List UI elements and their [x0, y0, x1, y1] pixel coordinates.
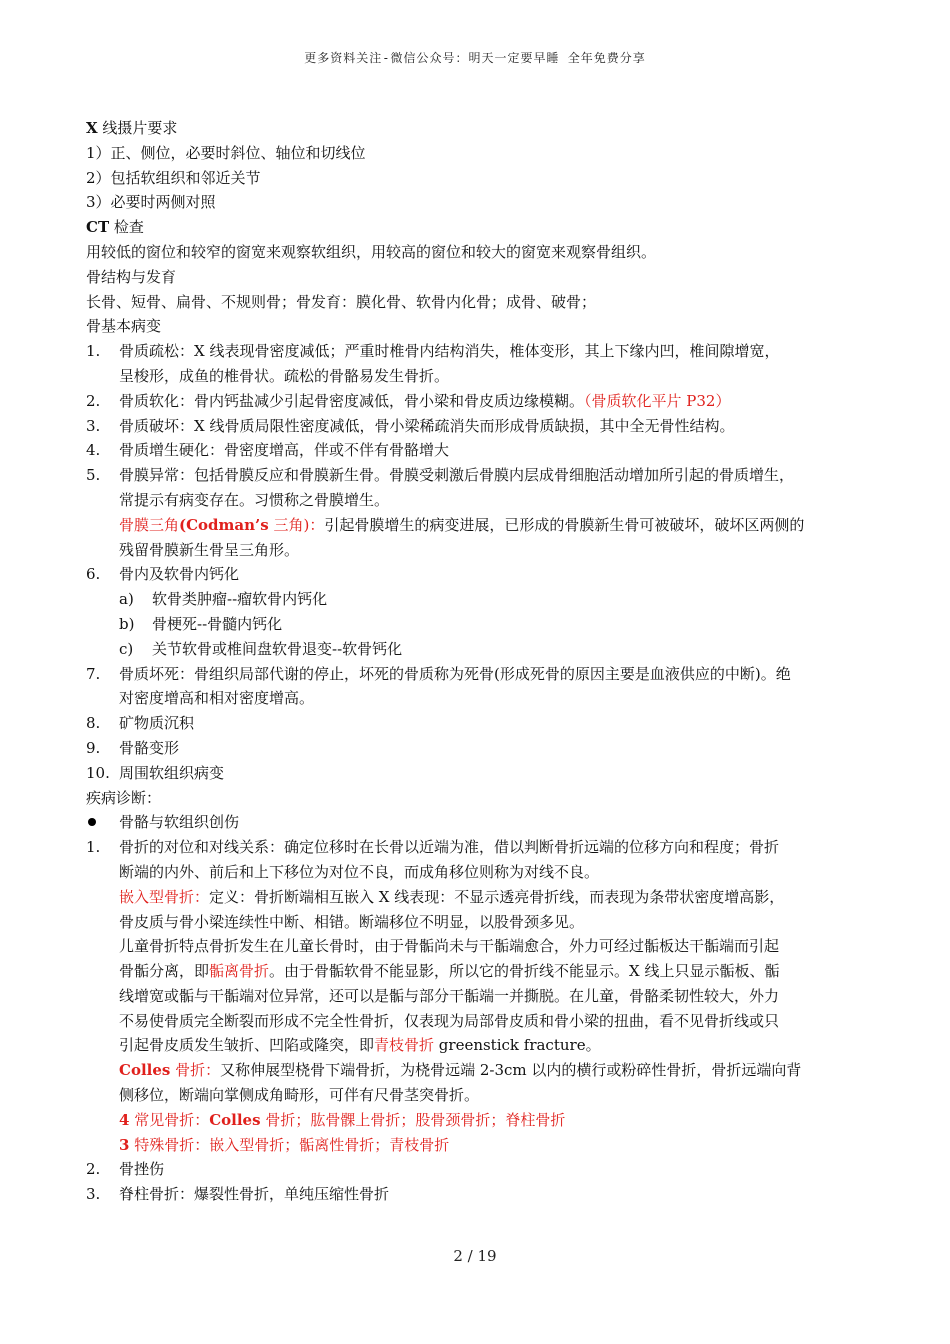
item-text	[119, 1033, 866, 1058]
item-text: 骨质坏死：骨组织局部代谢的停止，坏死的骨质称为死骨(形成死骨的原因主要是血液供应的中断)。绝	[119, 664, 791, 683]
item-text: 骨内及软骨内钙化	[119, 565, 240, 584]
red-summary	[119, 1108, 866, 1133]
diagnosis-title: 疾病诊断：	[86, 788, 162, 807]
item-number: 8.	[86, 714, 101, 733]
list-item	[86, 761, 866, 786]
xray-item: 3）必要时两侧对照	[86, 193, 216, 212]
item-text	[119, 959, 866, 984]
item-number: 1.	[86, 838, 101, 857]
bullet-dot-icon	[88, 818, 96, 826]
list-item	[86, 711, 866, 736]
ct-title-text: 检查	[109, 218, 144, 237]
sub-item-letter: b)	[119, 614, 135, 633]
list-item	[86, 389, 866, 414]
ct-title	[86, 215, 866, 240]
item-text-main: 。由于骨骺软骨不能显影，所以它的骨折线不能显示。X 线上只显示骺板、骺	[269, 962, 780, 981]
list-item	[86, 463, 866, 562]
item-text-main: 骨骺分离，即	[119, 962, 210, 981]
sub-item-letter: a)	[119, 590, 134, 609]
item-text: 残留骨膜新生骨呈三角形。	[119, 540, 300, 559]
page-number: 2 / 19	[453, 1247, 497, 1265]
red-term: 骺离骨折	[209, 962, 270, 981]
sub-item-text: 关节软骨或椎间盘软骨退变--软骨钙化	[152, 639, 403, 658]
list-item	[86, 662, 866, 712]
xray-item: 2）包括软组织和邻近关节	[86, 168, 261, 187]
sub-item	[86, 587, 866, 612]
basic-lesion-title: 骨基本病变	[86, 317, 162, 336]
item-number: 1.	[86, 342, 101, 361]
page-content	[86, 116, 866, 1207]
list-item	[86, 736, 866, 761]
item-text-main: 引起骨膜增生的病变进展，已形成的骨膜新生骨可被破坏，破坏区两侧的	[324, 515, 805, 534]
item-text: 骨骼变形	[119, 738, 180, 757]
sub-item-text: 软骨类肿瘤--瘤软骨内钙化	[152, 590, 328, 609]
item-text: 线增宽或骺与干骺端对位异常，还可以是骺与部分干骺端一并撕脱。在儿童，骨骼柔韧性较大，外力	[119, 986, 780, 1005]
item-text: 骨质增生硬化：骨密度增高，伴或不伴有骨骼增大	[119, 441, 450, 460]
sub-item	[86, 637, 866, 662]
summary-count: 4	[119, 1110, 130, 1129]
bone-structure-text: 长骨、短骨、扁骨、不规则骨；骨发育：膜化骨、软骨内化骨；成骨、破骨；	[86, 292, 597, 311]
red-term-bold: Colles	[119, 1061, 171, 1080]
list-item	[86, 835, 866, 1157]
summary-text: 特殊骨折：嵌入型骨折；骺离性骨折；青枝骨折	[129, 1135, 450, 1154]
item-text: 周围软组织病变	[119, 763, 225, 782]
sub-item-letter: c)	[119, 639, 134, 658]
summary-text: 骨折；肱骨髁上骨折；股骨颈骨折；脊柱骨折	[260, 1110, 566, 1129]
item-text	[119, 389, 866, 414]
item-number: 5.	[86, 466, 101, 485]
item-text: 矿物质沉积	[119, 714, 195, 733]
list-item	[86, 339, 866, 389]
item-text: 常提示有病变存在。习惯称之骨膜增生。	[119, 490, 390, 509]
sub-item-text: 骨梗死--骨髓内钙化	[152, 614, 283, 633]
page-header: 更多资料关注-微信公众号：明天一定要早睡 全年免费分享	[304, 51, 646, 65]
ct-title-ct: CT	[86, 218, 110, 237]
item-number: 4.	[86, 441, 101, 460]
bullet-text: 骨骼与软组织创伤	[119, 813, 240, 832]
summary-count: 3	[119, 1135, 130, 1154]
item-text: 骨折的对位和对线关系：确定位移时在长骨以近端为准，借以判断骨折远端的位移方向和程度；骨折	[119, 838, 780, 857]
item-number: 3.	[86, 1185, 101, 1204]
sub-item	[86, 612, 866, 637]
item-text	[119, 885, 866, 910]
item-text-main: 定义：骨折断端相互嵌入 X 线表现：不显示透亮骨折线，而表现为条带状密度增高影，	[209, 887, 785, 906]
item-text: 骨挫伤	[119, 1160, 165, 1179]
red-term: 三角)：	[268, 515, 325, 534]
red-term: 青枝骨折	[374, 1036, 435, 1055]
red-term: 骨膜三角	[119, 515, 180, 534]
item-number: 9.	[86, 738, 101, 757]
item-text: 对密度增高和相对密度增高。	[119, 689, 315, 708]
summary-text: 常见骨折：	[129, 1110, 210, 1129]
item-text: 骨质疏松：X 线表现骨密度减低；严重时椎骨内结构消失，椎体变形，其上下缘内凹，椎间隙增宽，	[119, 342, 780, 361]
item-text: 骨质破坏：X 线骨质局限性密度减低，骨小梁稀疏消失而形成骨质缺损，其中全无骨性结构。	[119, 416, 735, 435]
item-number: 10.	[86, 763, 110, 782]
red-note: （骨质软化平片 P32）	[584, 391, 731, 410]
item-number: 7.	[86, 664, 101, 683]
item-text: 侧移位，断端向掌侧成角畸形，可伴有尺骨茎突骨折。	[119, 1086, 480, 1105]
item-number: 3.	[86, 416, 101, 435]
ct-text: 用较低的窗位和较窄的窗宽来观察软组织，用较高的窗位和较大的窗宽来观察骨组织。	[86, 242, 657, 261]
bone-structure-title: 骨结构与发育	[86, 267, 177, 286]
list-item	[86, 1182, 866, 1207]
item-number: 6.	[86, 565, 101, 584]
xray-title-text: 线摄片要求	[97, 119, 178, 137]
red-term: 嵌入型骨折：	[119, 887, 210, 906]
xray-item: 1）正、侧位，必要时斜位、轴位和切线位	[86, 143, 366, 162]
item-text	[119, 513, 866, 538]
item-text: 不易使骨质完全断裂而形成不完全性骨折，仅表现为局部骨皮质和骨小梁的扭曲，看不见骨折线或只	[119, 1011, 780, 1030]
item-text: 呈梭形，成鱼的椎骨状。疏松的骨骼易发生骨折。	[119, 366, 450, 385]
list-item	[86, 438, 866, 463]
list-item	[86, 414, 866, 439]
item-text-main: greenstick fracture。	[434, 1036, 601, 1055]
item-text: 骨膜异常：包括骨膜反应和骨膜新生骨。骨膜受刺激后骨膜内层成骨细胞活动增加所引起的骨质增生，	[119, 466, 795, 485]
item-text: 儿童骨折特点骨折发生在儿童长骨时，由于骨骺尚未与干骺端愈合，外力可经过骺板达干骺端而引起	[119, 937, 780, 956]
item-text: 骨皮质与骨小梁连续性中断、相错。断端移位不明显，以股骨颈多见。	[119, 912, 585, 931]
item-number: 2.	[86, 1160, 101, 1179]
item-text-main: 引起骨皮质发生皱折、凹陷或隆突，即	[119, 1036, 375, 1055]
item-text-main: 又称伸展型桡骨下端骨折，为桡骨远端 2-3cm 以内的横行或粉碎性骨折，骨折远端向背	[220, 1061, 802, 1080]
xray-title	[86, 116, 866, 141]
item-text-main: 骨质软化：骨内钙盐减少引起骨密度减低，骨小梁和骨皮质边缘模糊。	[119, 391, 585, 410]
list-item	[86, 562, 866, 587]
xray-title-x: X	[86, 119, 98, 137]
item-text: 断端的内外、前后和上下移位为对位不良，而成角移位则称为对线不良。	[119, 862, 600, 881]
item-text	[119, 1058, 866, 1083]
red-summary	[119, 1133, 866, 1158]
bullet-item	[86, 810, 866, 835]
item-text: 脊柱骨折：爆裂性骨折，单纯压缩性骨折	[119, 1185, 390, 1204]
summary-term-bold: Colles	[209, 1110, 261, 1129]
red-term: 骨折：	[170, 1061, 221, 1080]
red-term-bold: (Codman’s	[179, 515, 269, 534]
item-number: 2.	[86, 391, 101, 410]
list-item	[86, 1157, 866, 1182]
